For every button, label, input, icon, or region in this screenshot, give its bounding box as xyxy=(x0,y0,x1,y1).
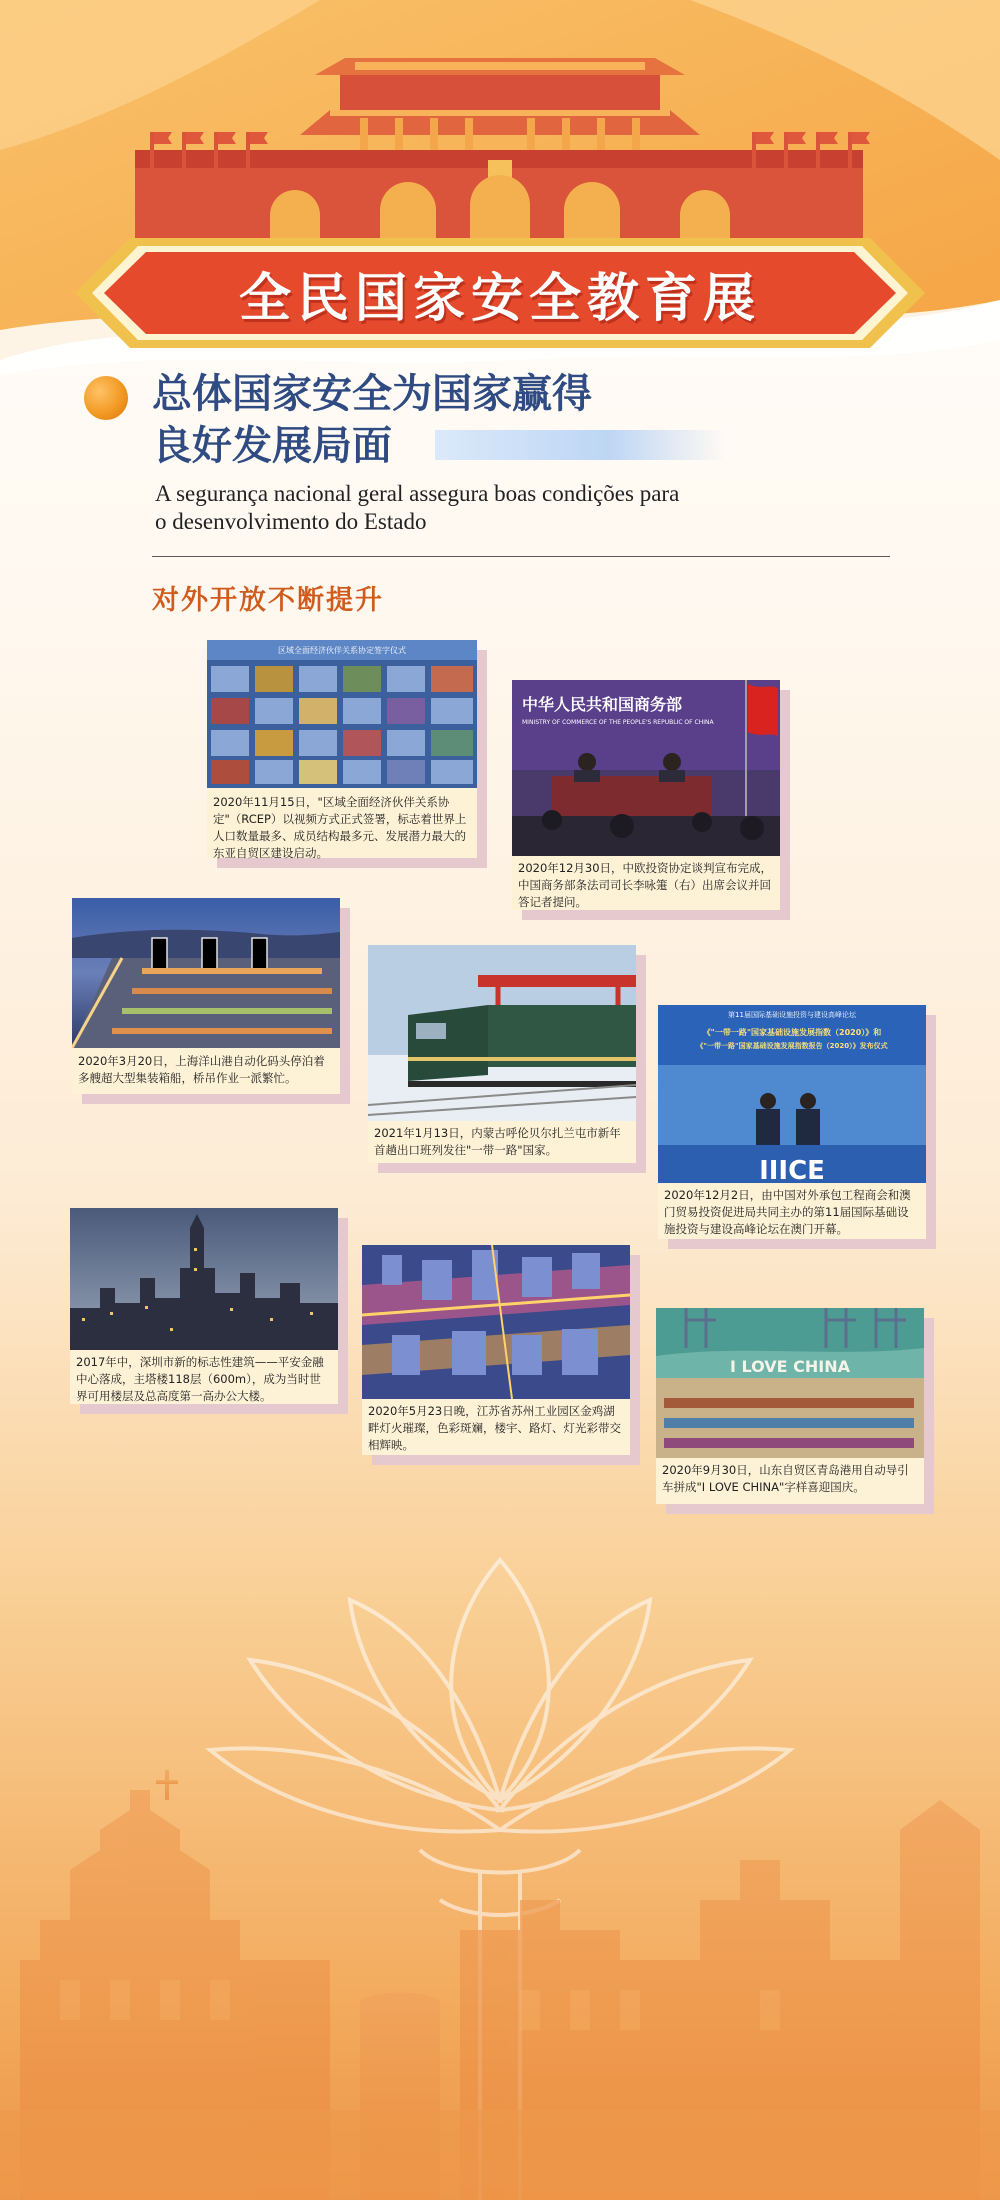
rcep-banner-text: 区域全面经济伙伴关系协定签字仪式 xyxy=(278,646,406,655)
photo-mofcom-press-conference xyxy=(512,680,780,856)
caption-forum: 2020年12月2日，由中国对外承包工程商会和澳门贸易投资促进局共同主办的第11届国际基础设施投资与建设高峰论坛在澳门开幕。 xyxy=(664,1188,911,1236)
forum-line-3: 《"一带一路"国家基础设施发展指数报告（2020）》发布仪式 xyxy=(696,1042,888,1050)
caption-shenzhen: 2017年中，深圳市新的标志性建筑——平安金融中心落成，主塔楼118层（600m），成为当时世界可用楼层及总高度第一高办公大楼。 xyxy=(76,1355,324,1403)
subtitle-line-1: A segurança nacional geral assegura boas condições para xyxy=(155,481,680,506)
photo-card-shenzhen xyxy=(70,1208,338,1404)
svg-text:IIICE: IIICE xyxy=(759,1156,825,1183)
love-china-text: I LOVE CHINA xyxy=(729,1357,851,1376)
caption-suzhou: 2020年5月23日晚，江苏省苏州工业园区金鸡湖畔灯火璀璨，色彩斑斓，楼宇、路灯、灯光彩带交相辉映。 xyxy=(368,1404,621,1452)
mofcom-sign-cn: 中华人民共和国商务部 xyxy=(522,695,683,714)
photo-shenzhen-skyline xyxy=(70,1208,338,1350)
photo-macau-forum xyxy=(658,1005,926,1183)
heading-line-1: 总体国家安全为国家赢得 xyxy=(152,370,592,417)
mofcom-sign-en: MINISTRY OF COMMERCE OF THE PEOPLE'S REPUBLIC OF CHINA xyxy=(522,719,714,726)
photo-suzhou-night xyxy=(362,1245,630,1399)
photo-yangshan-port xyxy=(72,898,340,1048)
photo-card-suzhou xyxy=(362,1245,630,1455)
subsection-title: 对外开放不断提升 xyxy=(152,585,384,616)
heading-line-2: 良好发展局面 xyxy=(152,422,392,469)
photo-card-rcep xyxy=(207,640,477,858)
photo-card-qingdao xyxy=(656,1308,924,1504)
photo-qingdao-port xyxy=(656,1308,924,1458)
photo-freight-train xyxy=(368,945,636,1121)
photo-card-mofcom xyxy=(512,680,780,910)
exhibition-title: 全民国家安全教育展 xyxy=(238,268,761,329)
photo-card-train xyxy=(368,945,636,1163)
photo-rcep-video-signing xyxy=(207,640,477,788)
forum-line-1: 第11届国际基础设施投资与建设高峰论坛 xyxy=(728,1011,856,1019)
caption-qingdao: 2020年9月30日，山东自贸区青岛港用自动导引车拼成"I LOVE CHINA"字样喜迎国庆。 xyxy=(662,1463,909,1494)
photo-card-forum xyxy=(658,1005,926,1239)
photo-card-yangshan xyxy=(72,898,340,1094)
forum-line-2: 《"一带一路"国家基础设施发展指数（2020）》和 xyxy=(702,1028,882,1037)
subtitle-line-2: o desenvolvimento do Estado xyxy=(155,509,427,534)
caption-rcep: 2020年11月15日，"区域全面经济伙伴关系协定"（RCEP）以视频方式正式签署，标志着世界上人口数量最多、成员结构最多元、发展潜力最大的东亚自贸区建设启动。 xyxy=(213,795,467,860)
caption-train: 2021年1月13日，内蒙古呼伦贝尔扎兰屯市新年首趟出口班列发往"一带一路"国家。 xyxy=(374,1126,621,1157)
caption-mofcom: 2020年12月30日，中欧投资协定谈判宣布完成，中国商务部条法司司长李咏箑（右）出席会议并回答记者提问。 xyxy=(518,861,773,909)
caption-yangshan: 2020年3月20日，上海洋山港自动化码头停泊着多艘超大型集装箱船，桥吊作业一派繁忙。 xyxy=(78,1054,325,1085)
